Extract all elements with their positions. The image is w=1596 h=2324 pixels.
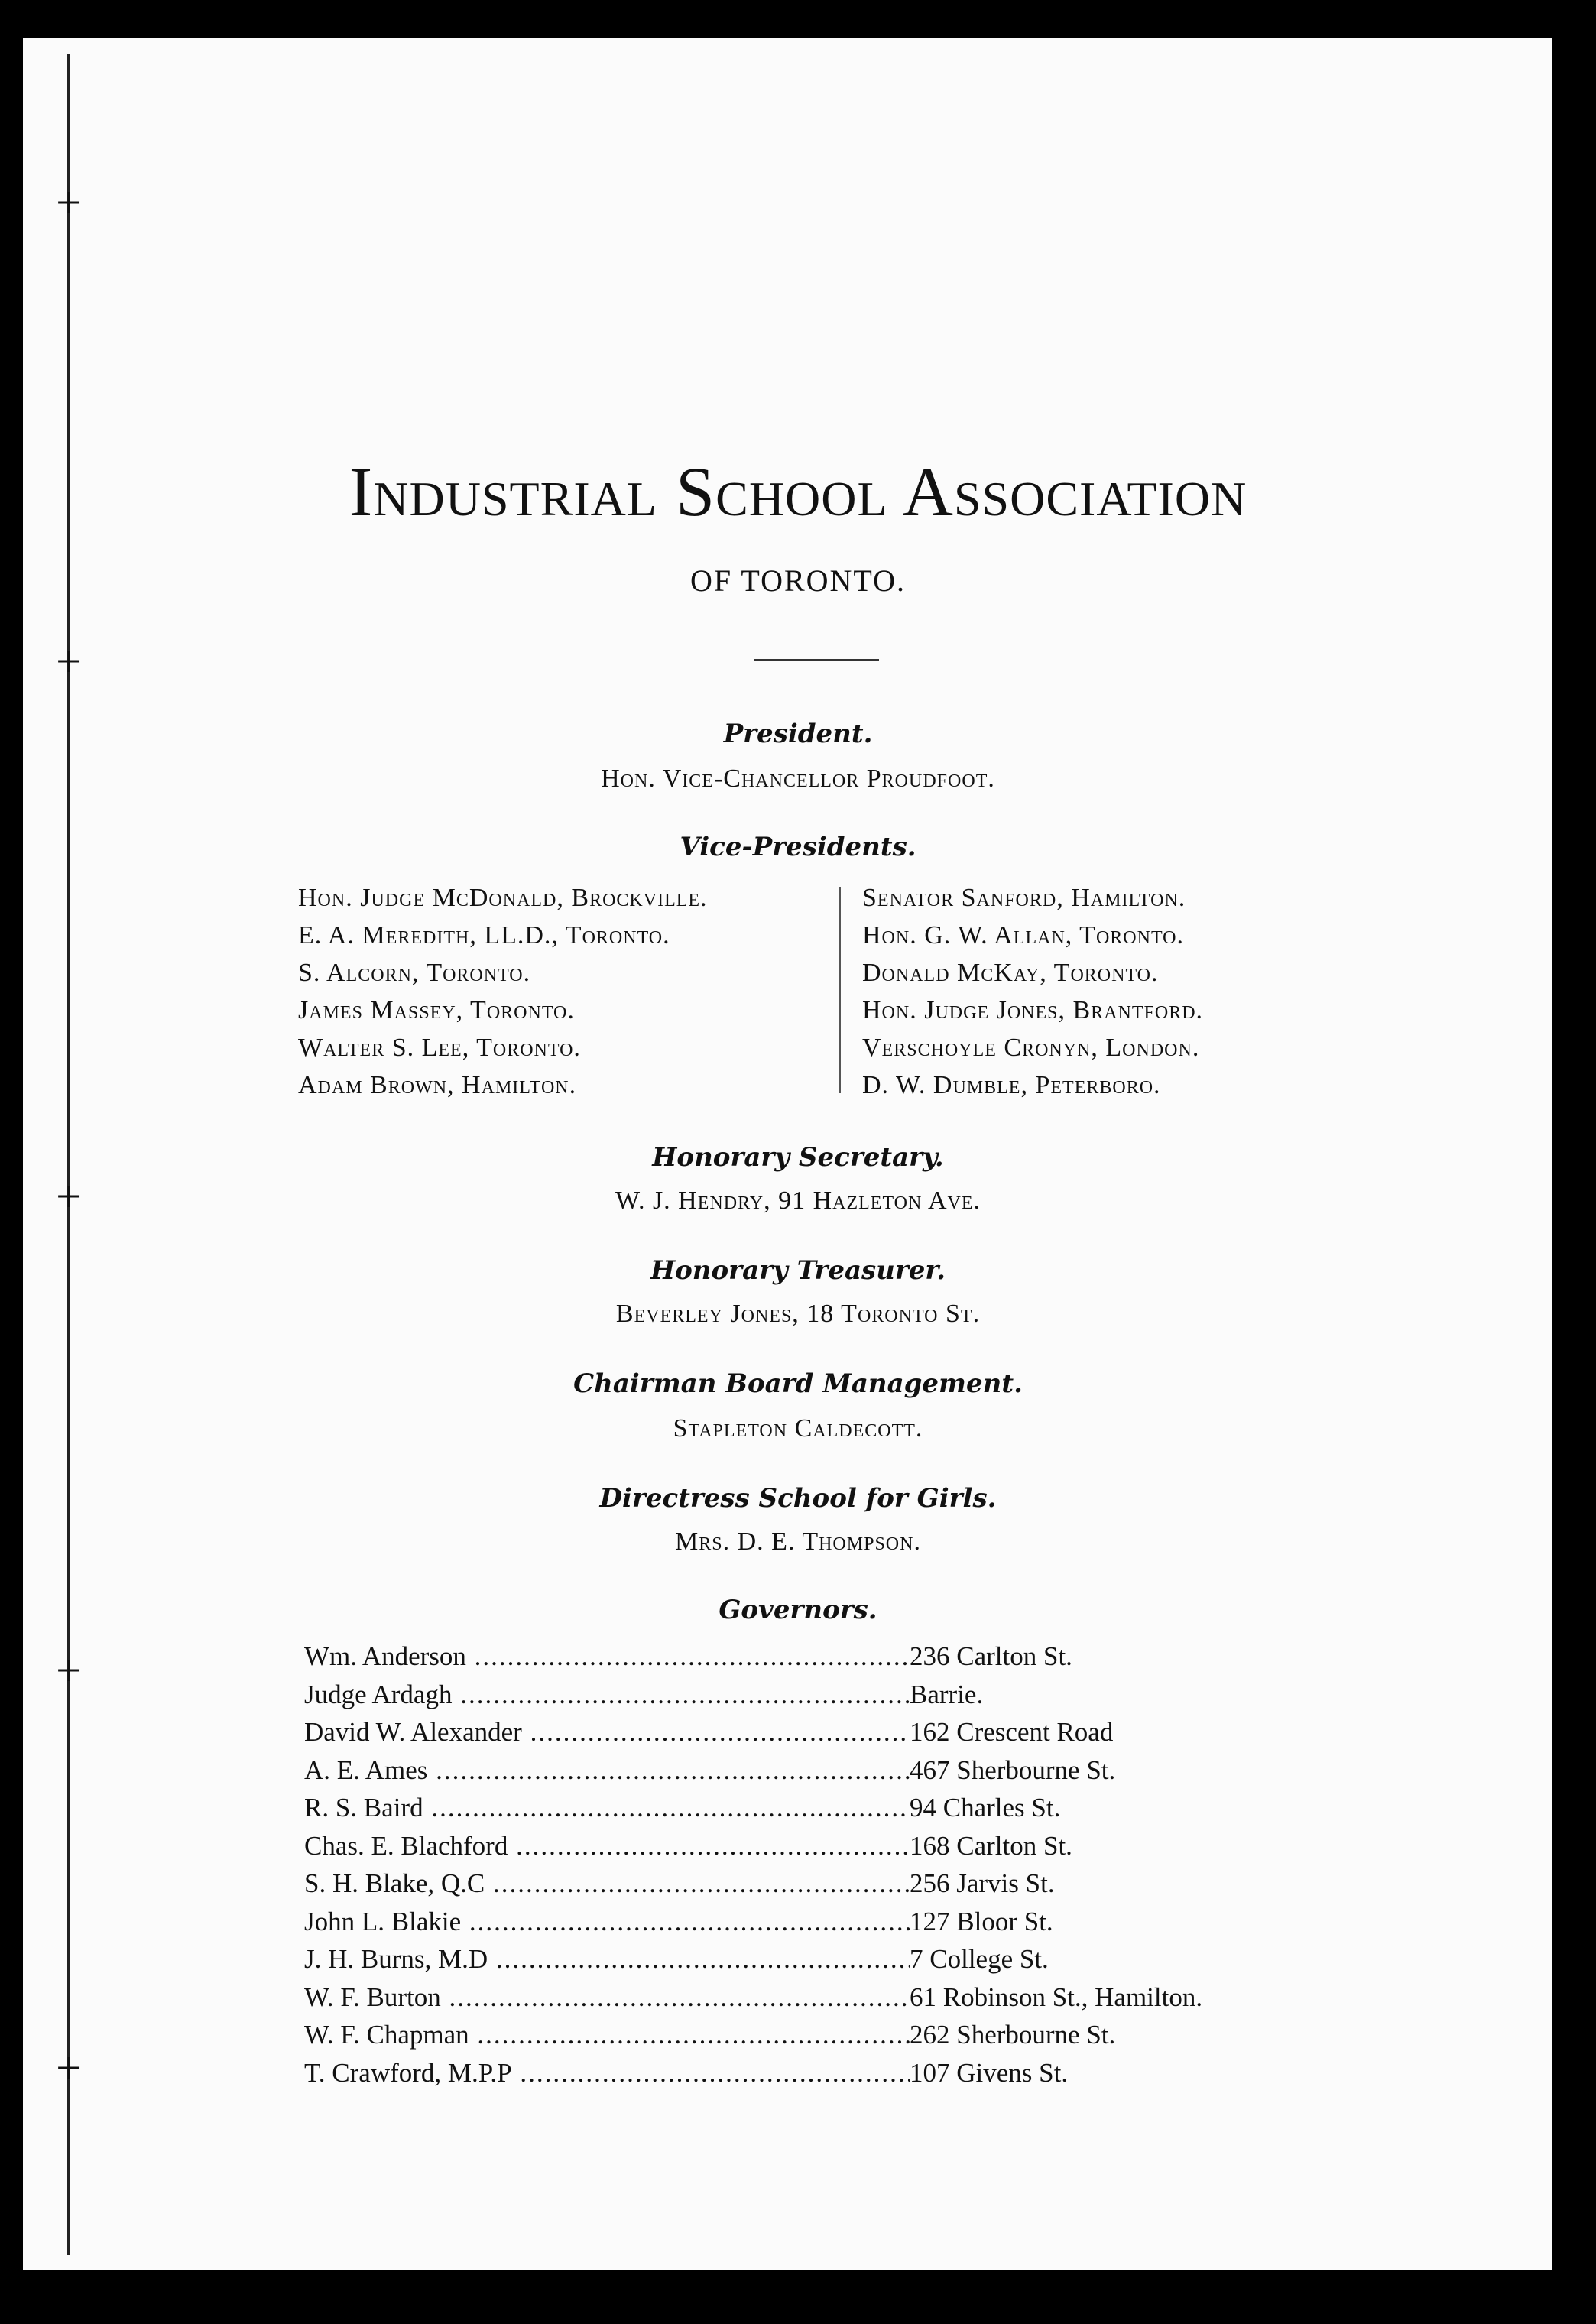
vice-president-entry: Hon. Judge McDonald, Brockville. (298, 884, 708, 912)
list-item (304, 1865, 1374, 1903)
governor-address: 7 College St. (910, 1944, 1049, 1974)
governor-address: 168 Carlton St. (910, 1830, 1072, 1861)
list-item (304, 2054, 1374, 2092)
governor-address: 94 Charles St. (910, 1793, 1061, 1823)
vice-president-entry: D. W. Dumble, Peterboro. (862, 1071, 1161, 1099)
governor-name: R. S. Baird ..... (304, 1789, 910, 1827)
list-item (304, 1827, 1374, 1865)
vice-president-entry: Hon. G. W. Allan, Toronto. (862, 921, 1185, 949)
governor-name: A. E. Ames ..... (304, 1751, 910, 1790)
governors-list (304, 1638, 1374, 2092)
vice-president-entry: Hon. Judge Jones, Brantford. (862, 996, 1204, 1024)
governor-address: 162 Crescent Road (910, 1717, 1114, 1747)
governor-name: S. H. Blake, Q.C ..... (304, 1865, 910, 1903)
governor-address: 127 Bloor St. (910, 1906, 1053, 1936)
governor-address: 107 Givens St. (910, 2057, 1069, 2088)
vice-presidents-heading: Vice-Presidents. (680, 832, 916, 862)
governors-heading: Governors. (719, 1595, 877, 1625)
chairman-name: Stapleton Caldecott. (673, 1414, 923, 1443)
governor-name: W. F. Chapman ..... (304, 2016, 910, 2054)
binding-stitch-icon: + (56, 636, 82, 686)
vice-president-entry: Senator Sanford, Hamilton. (862, 884, 1186, 912)
vice-president-entry: Walter S. Lee, Toronto. (298, 1034, 581, 1062)
column-divider (839, 887, 841, 1093)
binding-stitch-icon: + (56, 177, 82, 228)
governor-name: Wm. Anderson ..... (304, 1638, 910, 1676)
treasurer-heading: Honorary Treasurer. (650, 1255, 946, 1286)
governor-name: W. F. Burton ..... (304, 1978, 910, 2017)
vice-presidents-left-column (298, 879, 708, 1104)
list-item (304, 1940, 1374, 1978)
governor-name: Chas. E. Blachford ..... (304, 1827, 910, 1865)
list-item (304, 1638, 1374, 1676)
directress-name: Mrs. D. E. Thompson. (675, 1527, 921, 1556)
page-title: Industrial School Association (349, 453, 1247, 531)
page-subtitle: OF TORONTO. (689, 563, 907, 598)
chairman-heading: Chairman Board Management. (573, 1368, 1023, 1399)
binding-stitch-icon: + (56, 2043, 82, 2093)
vice-presidents-right-column (862, 879, 1203, 1104)
list-item (304, 2016, 1374, 2054)
list-item (304, 1713, 1374, 1751)
vice-president-entry: Donald McKay, Toronto. (862, 959, 1159, 987)
secretary-heading: Honorary Secretary. (652, 1142, 944, 1173)
governor-name: T. Crawford, M.P.P ..... (304, 2054, 910, 2092)
list-item (304, 1789, 1374, 1827)
president-name: Hon. Vice-Chancellor Proudfoot. (601, 764, 995, 793)
secretary-name: W. J. Hendry, 91 Hazleton Ave. (615, 1186, 981, 1215)
title-divider (754, 659, 879, 661)
governor-address: 236 Carlton St. (910, 1641, 1072, 1671)
governor-address: 256 Jarvis St. (910, 1868, 1055, 1898)
binding-stitch-icon: + (56, 1645, 82, 1696)
governor-name: David W. Alexander ..... (304, 1713, 910, 1751)
vice-president-entry: James Massey, Toronto. (298, 996, 575, 1024)
treasurer-name: Beverley Jones, 18 Toronto St. (615, 1300, 981, 1328)
binding-stitch-icon: + (56, 1171, 82, 1222)
vice-president-entry: S. Alcorn, Toronto. (298, 959, 531, 987)
directress-heading: Directress School for Girls. (599, 1483, 997, 1514)
vice-president-entry: E. A. Meredith, LL.D., Toronto. (298, 921, 670, 949)
governor-address: 61 Robinson St., Hamilton. (910, 1982, 1203, 2012)
vice-president-entry: Adam Brown, Hamilton. (298, 1071, 577, 1099)
list-item (304, 1676, 1374, 1714)
president-heading: President. (723, 719, 873, 749)
governor-name: J. H. Burns, M.D ..... (304, 1940, 910, 1978)
governor-name: Judge Ardagh ..... (304, 1676, 910, 1714)
governor-address: Barrie. (910, 1679, 984, 1709)
list-item (304, 1903, 1374, 1941)
vice-president-entry: Verschoyle Cronyn, London. (862, 1034, 1200, 1062)
governor-address: 262 Sherbourne St. (910, 2020, 1116, 2050)
list-item (304, 1978, 1374, 2017)
governor-address: 467 Sherbourne St. (910, 1754, 1116, 1785)
governor-name: John L. Blakie ..... (304, 1903, 910, 1941)
list-item (304, 1751, 1374, 1790)
